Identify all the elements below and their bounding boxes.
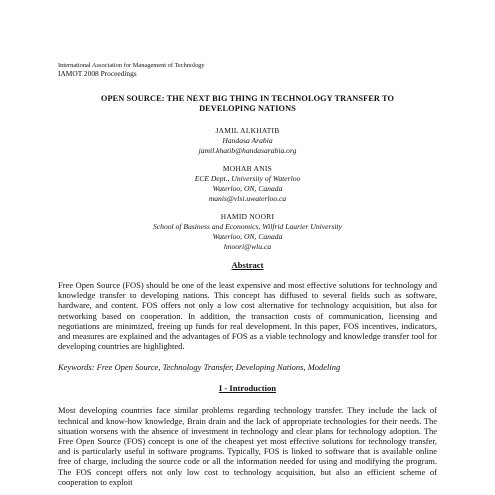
author-email: jamil.khatib@handasarabia.org	[198, 146, 297, 155]
paper-title-line-1: OPEN SOURCE: THE NEXT BIG THING IN TECHNOLOGY TRANSFER TO	[100, 94, 395, 103]
author-name: MOHAB ANIS	[222, 164, 273, 173]
author-email: manis@vlsi.uwaterloo.ca	[208, 194, 287, 203]
author-block	[58, 212, 437, 252]
abstract-text: Free Open Source (FOS) should be one of the least expensive and most effective solutions for technology and knowledge transfer to developing nations. This concept has diffused to several fields such as software, hardware, and content. FOS offers not only a low cost alternative for technology acquisition, but also for networking based on cooperation. In addition, the transaction costs of communication, licensing and negotiations are minimized, freeing up funds for real development. In this paper, FOS incentives, indicators, and measures are explained and the advantages of FOS as a viable technology and knowledge transfer tool for developing countries are highlighted.	[58, 280, 437, 352]
abstract-heading: Abstract	[231, 260, 264, 270]
introduction-text: Most developing countries face similar problems regarding technology transfer. They include the lack of technical and know-how knowledge, Brain drain and the lack of appropriate technologies for their needs. The situation worsens with the absence of investment in technology and clear plans for technology adoption. The Free Open Source (FOS) concept is one of the cheapest yet most effective solutions for technology transfer, and is particularly useful in software programs. Typically, FOS is linked to software that is available online free of charge, including the source code or all the information needed for using and modifying the program. The FOS concept offers not only low cost to technology acquisition, but also an efficient scheme of cooperation to exploit	[58, 405, 437, 487]
keywords: Keywords: Free Open Source, Technology Transfer, Developing Nations, Modeling	[58, 362, 341, 373]
author-affiliation: Handasa Arabia	[222, 136, 273, 145]
running-head	[58, 62, 437, 78]
section-heading-introduction: I - Introduction	[218, 383, 277, 394]
author-affiliation: ECE Dept., University of Waterloo	[194, 174, 301, 183]
author-email: hnoori@wlu.ca	[223, 242, 272, 251]
author-affiliation: School of Business and Economics, Wilfrid Laurier University	[153, 222, 342, 231]
author-block	[58, 126, 437, 156]
running-head-association: International Association for Management of Technology	[58, 62, 205, 69]
author-block	[58, 164, 437, 204]
author-list	[58, 126, 437, 252]
paper-title	[58, 94, 437, 114]
author-location: Waterloo, ON, Canada	[212, 232, 283, 241]
paper-title-line-2: DEVELOPING NATIONS	[199, 104, 296, 113]
author-name: HAMID NOORI	[220, 212, 275, 221]
author-name: JAMIL ALKHATIB	[215, 126, 280, 135]
running-head-proceedings: IAMOT 2008 Proceedings	[58, 69, 137, 78]
author-location: Waterloo, ON, Canada	[212, 184, 283, 193]
